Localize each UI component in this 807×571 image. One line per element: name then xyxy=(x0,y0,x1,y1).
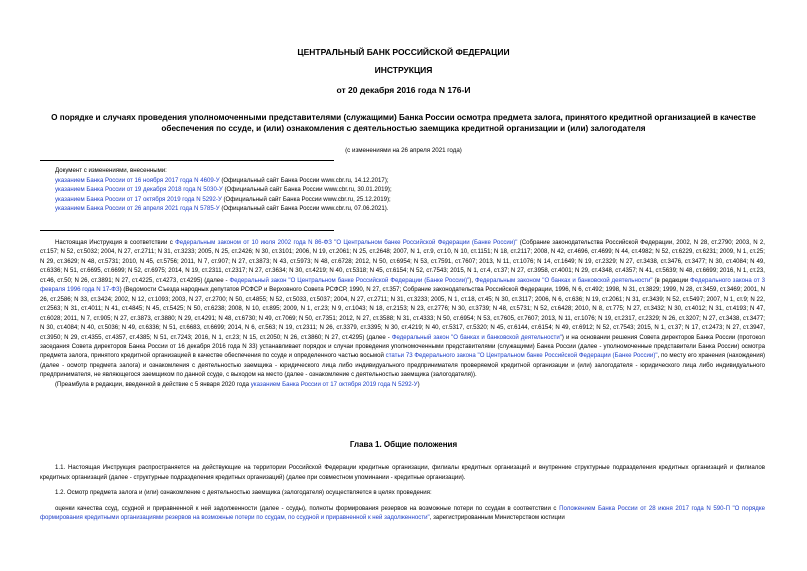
changes-intro: Документ с изменениями, внесенными: xyxy=(55,167,167,174)
clause-1-2: 1.2. Осмотр предмета залога и (или) ознакомление с деятельностью заемщика (залогодателя) осуществляется в целях проведения: xyxy=(55,489,432,496)
law-link-17fz[interactable]: Федерального закона от 3 февраля 1996 года N 17-ФЗ xyxy=(40,276,765,294)
doc-type-heading: ИНСТРУКЦИЯ xyxy=(374,65,433,75)
change-link-3[interactable]: указанием Банка России от 17 октября 2019 года N 5292-У xyxy=(55,195,222,203)
change-item: указанием Банка России от 26 апреля 2021 года N 5785-У (Официальный сайт Банка России www.cbr.ru, 07.06.2021). xyxy=(55,205,389,213)
law-link-cb[interactable]: Федеральный закон "О Центральном банке Российской Федерации (Банке России)" xyxy=(229,276,470,284)
change-item: указанием Банка России от 16 ноября 2017 года N 4609-У (Официальный сайт Банка России www.cbr.ru, 14.12.2017); xyxy=(55,176,389,184)
edition-note: (с изменениями на 26 апреля 2021 года) xyxy=(345,147,462,154)
clause-1-2-item: оценки качества ссуд, ссудной и приравненной к ней задолженности (далее - ссуды), полноты формирования резервов на возможные потери по ссудам в соответствии с Положением Банка России от 28 июня 2017 года N 590-П "О порядке формирования кредитными организациями резервов на возможные потери по ссудам, по ссудной и приравненной к ней задолженности", зарегистрированным Министерством юстиции xyxy=(40,504,765,521)
doc-date-heading: от 20 декабря 2016 года N 176-И xyxy=(336,85,471,95)
document-subject: О порядке и случаях проведения уполномоченными представителями (служащими) Банка России осмотра предмета залога, принятого кредитной организацией в качестве обеспечения по ссуде, и (или) ознакомления с деятельностью заемщика кредитной организации и (или) залогодателя xyxy=(51,113,756,133)
law-link-banks-2[interactable]: Федеральный закон "О банках и банковской деятельности" xyxy=(391,333,562,341)
chapter-1-body xyxy=(40,463,765,529)
change-link-1[interactable]: указанием Банка России от 16 ноября 2017 года N 4609-У xyxy=(55,176,220,184)
change-item: указанием Банка России от 19 декабря 2018 года N 5030-У (Официальный сайт Банка России www.cbr.ru, 30.01.2019); xyxy=(55,186,392,194)
preamble xyxy=(40,238,765,389)
change-item: указанием Банка России от 17 октября 2019 года N 5292-У (Официальный сайт Банка России www.cbr.ru, 25.12.2019); xyxy=(55,195,391,203)
law-link-art73[interactable]: статьи 73 Федерального закона "О Центральном банке Российской Федерации (Банке России)" xyxy=(385,352,658,360)
preamble-edition-note: (Преамбула в редакции, введенной в действие с 5 января 2020 года указанием Банка России от 17 октября 2019 года N 5292-У) xyxy=(55,380,420,388)
change-link-4[interactable]: указанием Банка России от 26 апреля 2021 года N 5785-У xyxy=(55,205,220,213)
chapter-1-title: Глава 1. Общие положения xyxy=(349,440,458,449)
preamble-paragraph: Настоящая Инструкция в соответствии с Федеральным законом от 10 июля 2002 года N 86-ФЗ "О Центральном банке Российской Федерации (Банке России)" (Собрание законодательства Российской Федерации, 2002, N 28, ст.2790; 2003, N 2, ст.157; N 52, ст.5032; 2004, N 27, ст.2711; N 31, ст.3233; 2005, N 25, ст.2426; N 30, ст.3101; 2006, N 19, ст.2061; N 25, ст.2648; 2007, N 1, ст.9, ст.10, N 10, ст.1151; N 18, ст.2117; 2008, N 42, ст.4696, ст.4699; N 44, ст.4982; N 52, ст.6229, ст.6231; 2009, N 1, ст.25; N 29, ст.3629; N 48, ст.5731; 2010, N 45, ст.5756; 2011, N 7, ст.907; N 27, ст.3873; N 43, ст.5973; N 48, ст.6728; 2012, N 50, ст.6954; N 53, ст.7591, ст.7607; 2013, N 11, ст.1076; N 14, ст.1649; N 19, ст.2329; N 27, ст.3438, ст.3476, ст.3477; N 30, ст.4084; N 49, ст.6336; N 51, ст.6695, ст.6699; N 52, ст.6975; 2014, N 19, ст.2311, ст.2317; N 27, ст.3634; N 30, ст.4219; N 40, ст.5318; N 45, ст.6154; N 52, ст.7543; 2015, N 1, ст.4, ст.37; N 27, ст.3958, ст.4001; N 29, ст.4348, ст.4357; N 41, ст.5639; N 48, ст.6699; 2016, N 1, ст.23, ст.46, ст.50; N 26, ст.3891; N 27, ст.4225, ст.4273, ст.4295) (далее - Федеральный закон "О Центральном банке Российской Федерации (Банке России)"), Федеральным законом "О банках и банковской деятельности" (в редакции Федерального закона от 3 февраля 1996 года N 17-ФЗ) (Ведомости Съезда народных депутатов РСФСР и Верховного Совета РСФСР, 1990, N 27, ст.357; Собрание законодательства Российской Федерации, 1996, N 6, ст.492; 1998, N 31, ст.3829; 1999, N 28, ст.3459, ст.3469; 2001, N 26, ст.2586; N 33, ст.3424; 2002, N 12, ст.1093; 2003, N 27, ст.2700; N 50, ст.4855; N 52, ст.5033, ст.5037; 2004, N 27, ст.2711; N 31, ст.3233; 2005, N 1, ст.18, ст.45; N 30, ст.3117; 2006, N 6, ст.636; N 19, ст.2061; N 31, ст.3439; N 52, ст.5497; 2007, N 1, ст.9; N 22, ст.2563; N 31, ст.4011; N 41, ст.4845; N 45, ст.5425; N 50, ст.6238; 2008, N 10, ст.895; 2009, N 1, ст.23; N 9, ст.1043; N 18, ст.2153; N 23, ст.2776; N 30, ст.3739; N 48, ст.5731; N 52, ст.6428; 2010, N 8, ст.775; N 27, ст.3432; N 30, ст.4012; N 31, ст.4193; N 47, ст.6028; 2011, N 7, ст.905; N 27, ст.3873, ст.3880; N 29, ст.4291; N 48, ст.6730; N 49, ст.7069; N 50, ст.7351; 2012, N 27, ст.3588; N 31, ст.4333; N 50, ст.6954; N 53, ст.7605, ст.7607; 2013, N 11, ст.1076; N 19, ст.2317, ст.2329; N 26, ст.3207; N 27, ст.3438, ст.3477; N 30, ст.4084; N 40, ст.5036; N 49, ст.6336; N 51, ст.6683, ст.6699; 2014, N 6, ст.563; N 19, ст.2311; N 26, ст.3379, ст.3395; N 30, ст.4219; N 40, ст.5317, ст.5320; N 45, ст.6144, ст.6154; N 49, ст.6912; N 52, ст.7543; 2015, N 1, ст.37; N 17, ст.2473; N 27, ст.3947, ст.3950; N 29, ст.4355, ст.4357, ст.4385; N 51, ст.7243; 2016, N 1, ст.23; N 15, ст.2050; N 26, ст.3860; N 27, ст.4295) (далее - Федеральный закон "О банках и банковской деятельности") и на основании решения Совета директоров Банка России (протокол заседания Совета директоров Банка России от 16 декабря 2016 года N 33) устанавливает порядок и случаи проведения уполномоченными представителями (служащими) Банка России (далее - уполномоченные представители Банка России) осмотра предмета залога, принятого кредитной организацией в качестве обеспечения по ссуде и определенного частью восьмой статьи 73 Федерального закона "О Центральном банке Российской Федерации (Банке России)", по месту его хранения (нахождения) (далее - осмотр предмета залога) и ознакомления с деятельностью заемщика - юридического лица либо индивидуального предпринимателя проверяемой кредитной организации и (или) залогодателя - юридического лица либо индивидуального предпринимателя, не являющегося заемщиком по данной ссуде, с выходом на место (далее - ознакомление с деятельностью заемщика (залогодателя)). xyxy=(40,239,765,379)
divider-top xyxy=(40,160,334,161)
issuer-heading: ЦЕНТРАЛЬНЫЙ БАНК РОССИЙСКОЙ ФЕДЕРАЦИИ xyxy=(297,47,510,57)
divider-bottom xyxy=(40,230,334,231)
change-link-2[interactable]: указанием Банка России от 19 декабря 2018 года N 5030-У xyxy=(55,186,223,194)
clause-1-1: 1.1. Настоящая Инструкция распространяется на действующие на территории Российской Федерации кредитные организации, филиалы кредитных организаций и внутренние структурные подразделения кредитных организаций и филиалов кредитных организаций (далее - структурные подразделения кредитных организаций) (далее при совместном упоминании - кредитные организации). xyxy=(40,464,765,481)
changes-list xyxy=(55,166,392,214)
law-link-86fz[interactable]: Федеральным законом от 10 июля 2002 года N 86-ФЗ "О Центральном банке Российской Федерации (Банке России)" xyxy=(175,239,518,246)
edition-link-5292u[interactable]: указанием Банка России от 17 октября 2019 года N 5292-У xyxy=(250,380,418,388)
regulation-link-590p[interactable]: Положением Банка России от 28 июня 2017 года N 590-П "О порядке формирования кредитными организациями резервов на возможные потери по ссудам, по ссудной и приравненной к ней задолженности" xyxy=(40,504,765,521)
law-link-banks[interactable]: Федеральным законом "О банках и банковской деятельности" xyxy=(474,276,653,284)
